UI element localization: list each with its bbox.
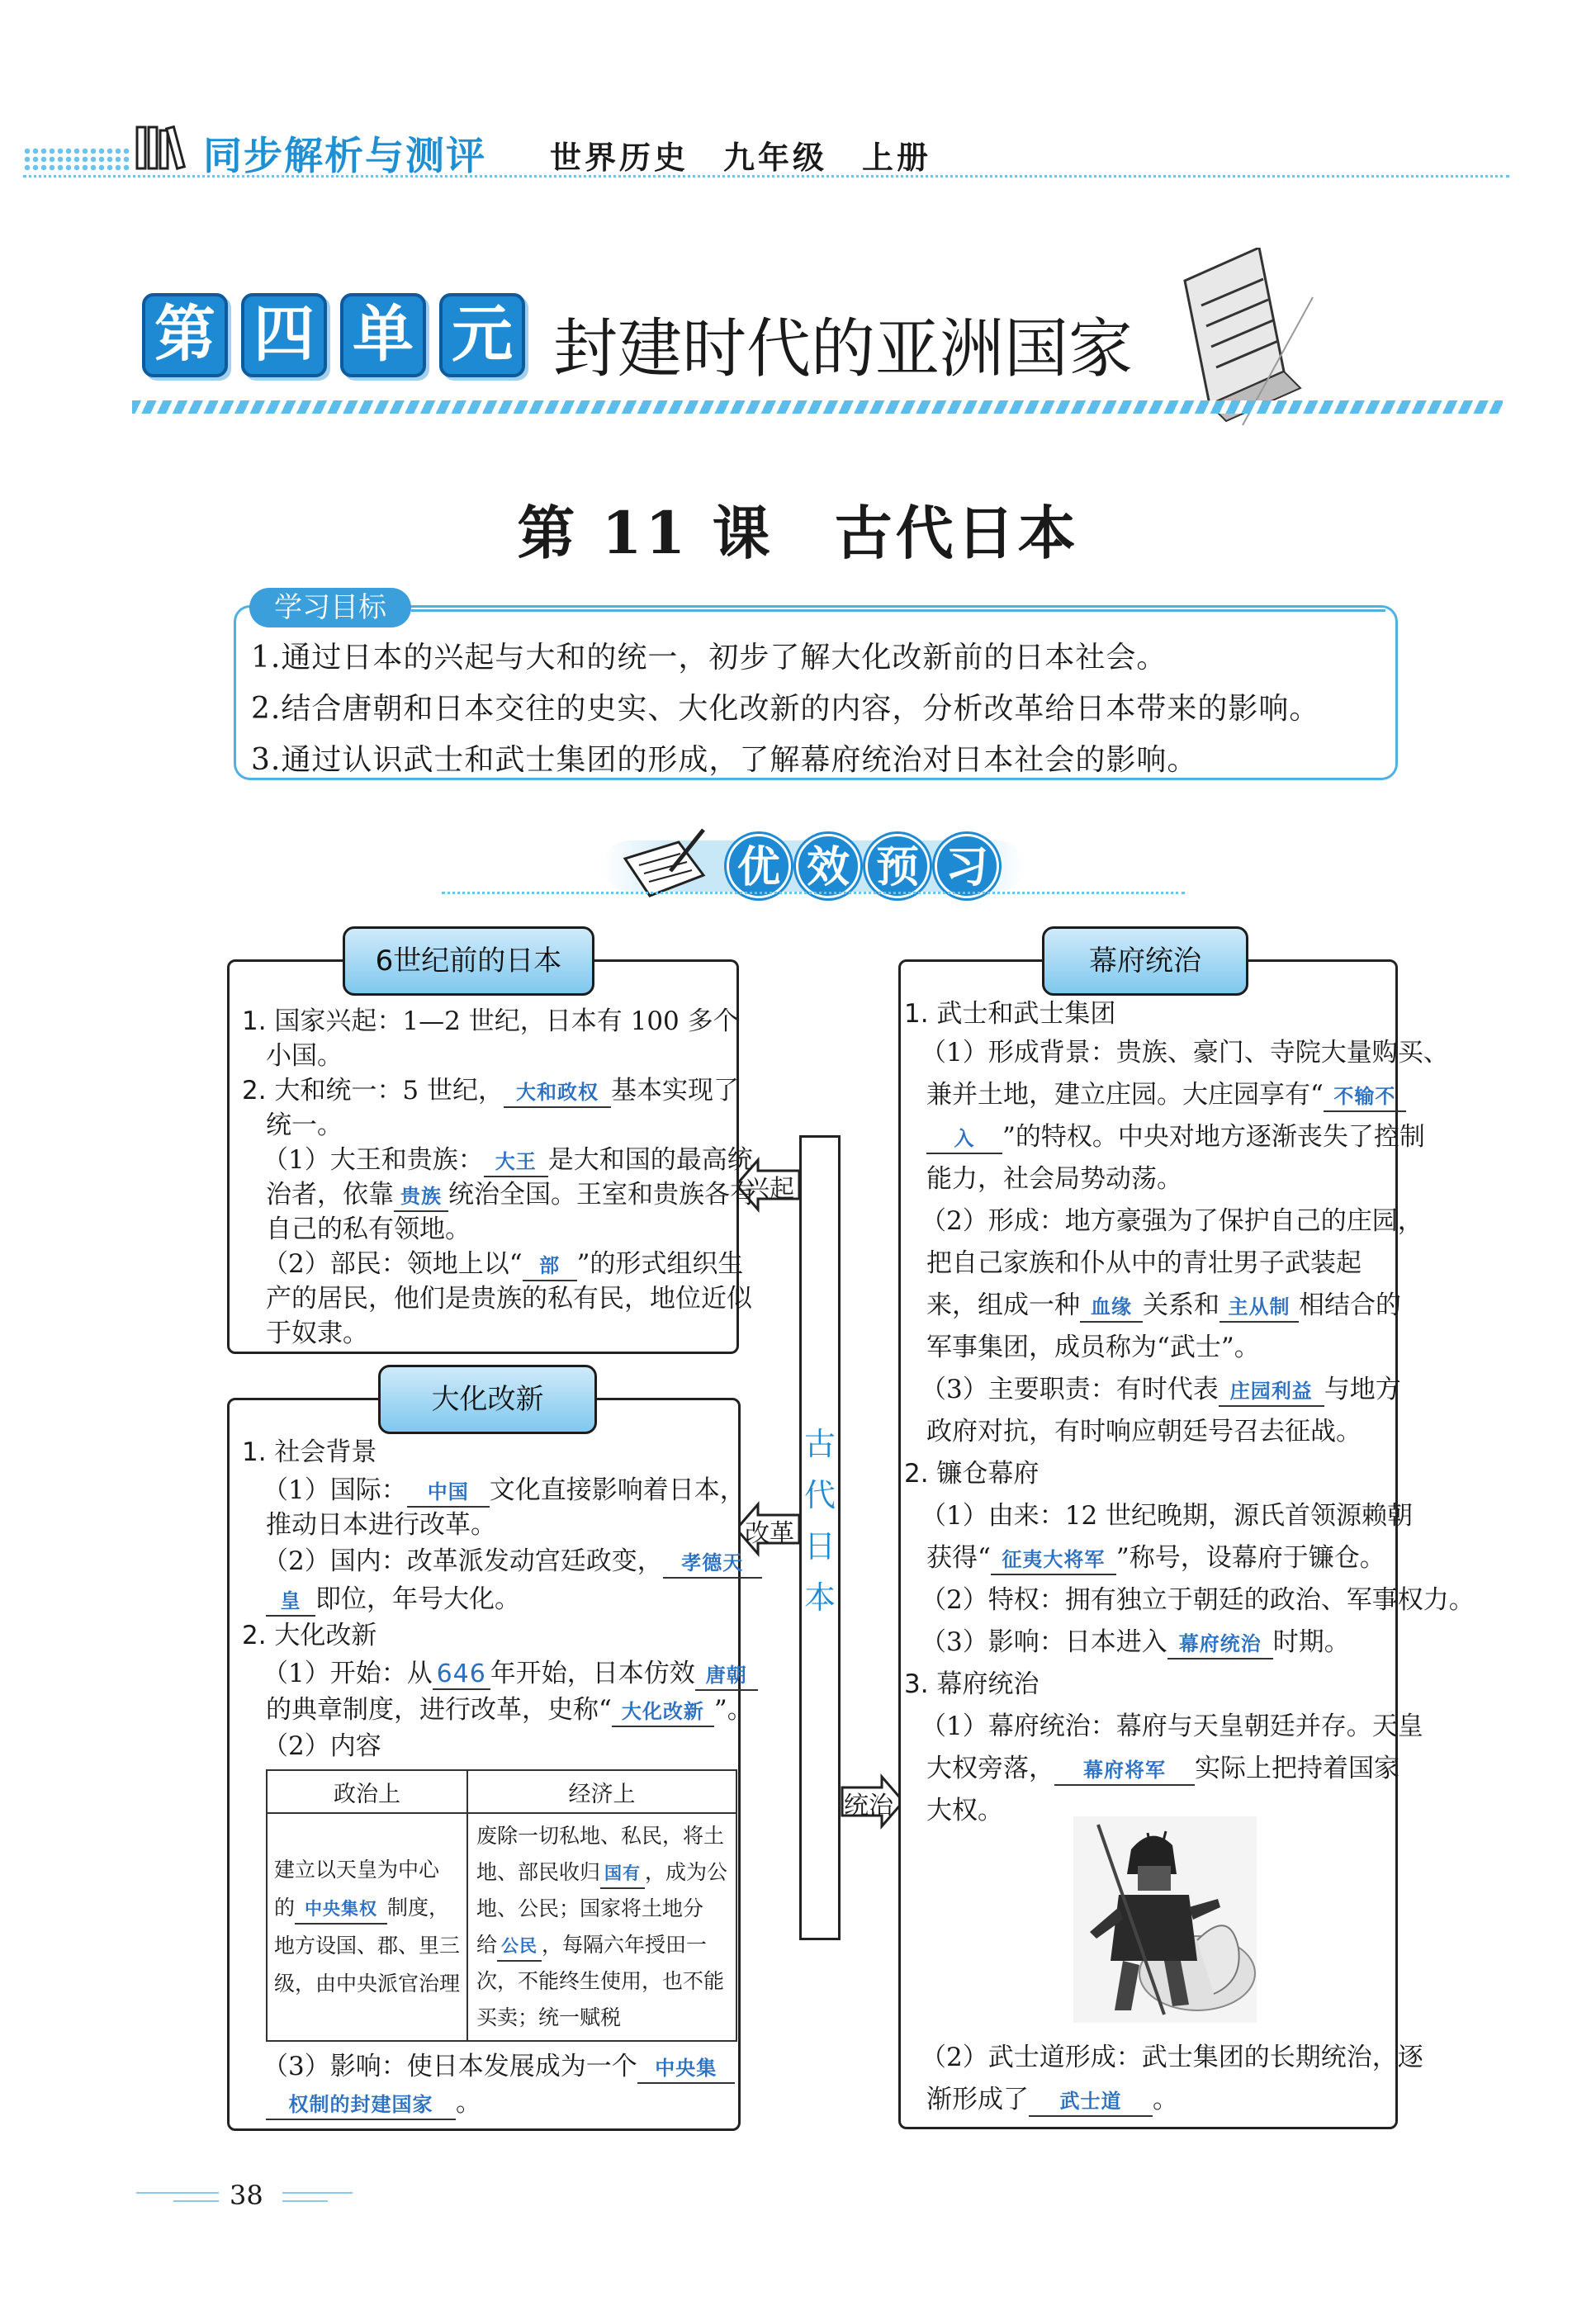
p3-line-4: 能力，社会局势动荡。 bbox=[926, 1164, 1182, 1194]
subject-label: 世界历史 九年级 上册 bbox=[550, 140, 932, 176]
footer-line-left-2 bbox=[173, 2200, 219, 2202]
unit-title: 封建时代的亚洲国家 bbox=[553, 312, 1134, 386]
p1-line-9: 产的居民，他们是贵族的私有民，地位近似 bbox=[266, 1284, 752, 1314]
eco-line-1: 废除一切私地、私民，将土 bbox=[476, 1824, 725, 1848]
footer-line-right-2 bbox=[282, 2200, 328, 2202]
objective-1: 1.通过日本的兴起与大和的统一，初步了解大化改新前的日本社会。 bbox=[251, 641, 1167, 675]
eco-line-5: 次，不能终生使用，也不能 bbox=[476, 1969, 725, 1993]
panel3-title: 幕府统治 bbox=[1042, 926, 1248, 996]
footer-line-right-1 bbox=[282, 2192, 353, 2194]
p2-line-9: 权制的封建国家 。 bbox=[266, 2082, 481, 2124]
p1-line-7: 自己的私有领地。 bbox=[266, 1214, 471, 1244]
p2-head-2: 2. 大化改新 bbox=[242, 1621, 377, 1650]
p3-line-2: 兼并土地，建立庄园。大庄园享有“ 不输不 bbox=[926, 1074, 1406, 1115]
p3-line-8: 军事集团，成员称为“武士”。 bbox=[926, 1333, 1260, 1362]
p3-line-14: （3）影响：日本进入 幕府统治 时期。 bbox=[921, 1622, 1350, 1663]
page-number: 38 bbox=[230, 2180, 263, 2211]
pol-line-3: 地方设国、郡、里三 bbox=[274, 1934, 461, 1958]
lesson-title: 第 11 课 古代日本 bbox=[517, 499, 1079, 567]
header-dots bbox=[23, 147, 130, 172]
p3-line-7: 来，组成一种 血缘 关系和 主从制 相结合的 bbox=[926, 1285, 1401, 1326]
series-title: 同步解析与测评 bbox=[203, 134, 486, 179]
p3-line-3: 入 ”的特权。中央对地方逐渐丧失了控制 bbox=[926, 1116, 1425, 1158]
center-char-3: 日 bbox=[803, 1528, 836, 1565]
objective-3: 3.通过认识武士和武士集团的形成，了解幕府统治对日本社会的影响。 bbox=[251, 743, 1198, 777]
panel1-title: 6世纪前的日本 bbox=[343, 926, 594, 996]
preview-char-4: 习 bbox=[935, 834, 999, 898]
preview-dotted-line bbox=[442, 892, 1185, 894]
eco-line-6: 买卖；统一赋税 bbox=[476, 2005, 622, 2029]
preview-char-3: 预 bbox=[865, 834, 930, 898]
preview-char-2: 效 bbox=[796, 834, 860, 898]
p1-line-1: 1. 国家兴起：1—2 世纪，日本有 100 多个 bbox=[242, 1006, 739, 1036]
table-cell-politics bbox=[267, 1813, 467, 2041]
arrow-reform-label: 改革 bbox=[745, 1519, 794, 1548]
objectives-top-line bbox=[411, 609, 1385, 612]
eco-line-4: 给 公民 ，每隔六年授田一 bbox=[476, 1927, 727, 1963]
eco-line-2: 地、部民收归 国有 ，成为公 bbox=[476, 1854, 727, 1891]
unit-char-2: 四 bbox=[241, 293, 327, 377]
pol-line-4: 级，由中央派官治理 bbox=[274, 1972, 461, 1996]
unit-char-1: 第 bbox=[142, 293, 228, 377]
p3-line-19: 渐形成了 武士道 。 bbox=[926, 2079, 1178, 2120]
p1-line-2: 小国。 bbox=[266, 1041, 343, 1071]
p3-head-2: 2. 镰仓幕府 bbox=[904, 1459, 1040, 1489]
reform-content-table bbox=[266, 1769, 737, 2042]
pol-line-2: 的 中央集权 制度， bbox=[274, 1889, 460, 1927]
p3-line-1: （1）形成背景：贵族、豪门、寺院大量购买、 bbox=[921, 1038, 1449, 1068]
p2-line-7: （2）内容 bbox=[263, 1731, 381, 1761]
table-cell-economy bbox=[467, 1813, 736, 2041]
p2-line-3: （2）国内：改革派发动宫廷政变， 孝德天 bbox=[263, 1541, 762, 1582]
center-char-1: 古 bbox=[803, 1426, 836, 1462]
p3-head-3: 3. 幕府统治 bbox=[904, 1669, 1040, 1699]
p3-line-16: 大权旁落， 幕府将军 实际上把持着国家 bbox=[926, 1748, 1399, 1789]
center-char-2: 代 bbox=[803, 1477, 836, 1513]
p2-line-4: 皇 即位，年号大化。 bbox=[266, 1579, 520, 1620]
pol-line-1: 建立以天皇为中心 bbox=[274, 1858, 440, 1882]
p3-line-9: （3）主要职责：有时代表 庄园利益 与地方 bbox=[921, 1369, 1401, 1410]
p2-line-5: （1）开始：从 646 年开始，日本仿效 唐朝 bbox=[263, 1653, 758, 1694]
p3-head-1: 1. 武士和武士集团 bbox=[904, 999, 1116, 1029]
p2-head-1: 1. 社会背景 bbox=[242, 1437, 377, 1467]
p3-line-5: （2）形成：地方豪强为了保护自己的庄园， bbox=[921, 1206, 1423, 1236]
objective-2: 2.结合唐朝和日本交往的史实、大化改新的内容，分析改革给日本带来的影响。 bbox=[251, 692, 1320, 726]
table-header-politics: 政治上 bbox=[267, 1770, 467, 1813]
header-divider bbox=[23, 175, 1509, 178]
p3-line-12: 获得“ 征夷大将军 ”称号，设幕府于镰仓。 bbox=[926, 1537, 1385, 1579]
p1-line-5: （1）大王和贵族： 大王 是大和国的最高统 bbox=[263, 1139, 753, 1181]
arrow-rule-label: 统治 bbox=[844, 1792, 893, 1820]
books-icon bbox=[134, 122, 193, 172]
pen-paper-icon bbox=[621, 826, 712, 900]
p2-line-8: （3）影响：使日本发展成为一个 中央集 bbox=[263, 2046, 735, 2087]
p2-line-2: 推动日本进行改革。 bbox=[266, 1510, 496, 1540]
arrow-rise-label: 兴起 bbox=[745, 1175, 794, 1204]
p1-line-10: 于奴隶。 bbox=[266, 1319, 368, 1348]
unit-char-3: 单 bbox=[340, 293, 426, 377]
p2-line-6: 的典章制度，进行改革，史称“ 大化改新 ”。 bbox=[266, 1689, 753, 1731]
unit-char-4: 元 bbox=[439, 293, 525, 377]
center-char-4: 本 bbox=[803, 1579, 836, 1616]
p3-line-10: 政府对抗，有时响应朝廷号召去征战。 bbox=[926, 1417, 1362, 1446]
objectives-tag: 学习目标 bbox=[249, 588, 411, 627]
p2-line-1: （1）国际： 中国 文化直接影响着日本， bbox=[263, 1470, 746, 1511]
p3-line-6: 把自己家族和仆从中的青壮男子武装起 bbox=[926, 1248, 1362, 1278]
footer-line-left-1 bbox=[136, 2192, 219, 2194]
table-header-economy: 经济上 bbox=[467, 1770, 736, 1813]
p3-line-18: （2）武士道形成：武士集团的长期统治，逐 bbox=[921, 2043, 1423, 2072]
p3-line-15: （1）幕府统治：幕府与天皇朝廷并存。天皇 bbox=[921, 1712, 1423, 1741]
eco-line-3: 地、公民；国家将土地分 bbox=[476, 1896, 704, 1920]
p1-line-4: 统一。 bbox=[266, 1110, 343, 1140]
p3-line-17: 大权。 bbox=[926, 1796, 1003, 1825]
p3-line-13: （2）特权：拥有独立于朝廷的政治、军事权力。 bbox=[921, 1585, 1475, 1615]
panel2-title: 大化改新 bbox=[378, 1365, 597, 1434]
p1-line-6: 治者，依靠 贵族 统治全国。王室和贵族各有 bbox=[266, 1174, 755, 1215]
preview-char-1: 优 bbox=[727, 834, 791, 898]
unit-stripe bbox=[132, 400, 1503, 414]
p3-line-11: （1）由来：12 世纪晚期，源氏首领源赖朝 bbox=[921, 1501, 1414, 1531]
p1-line-8: （2）部民：领地上以“ 部 ”的形式组织生 bbox=[263, 1243, 743, 1285]
p1-line-3: 2. 大和统一：5 世纪， 大和政权 基本实现了 bbox=[242, 1070, 739, 1111]
samurai-illustration bbox=[1073, 1816, 1257, 2023]
